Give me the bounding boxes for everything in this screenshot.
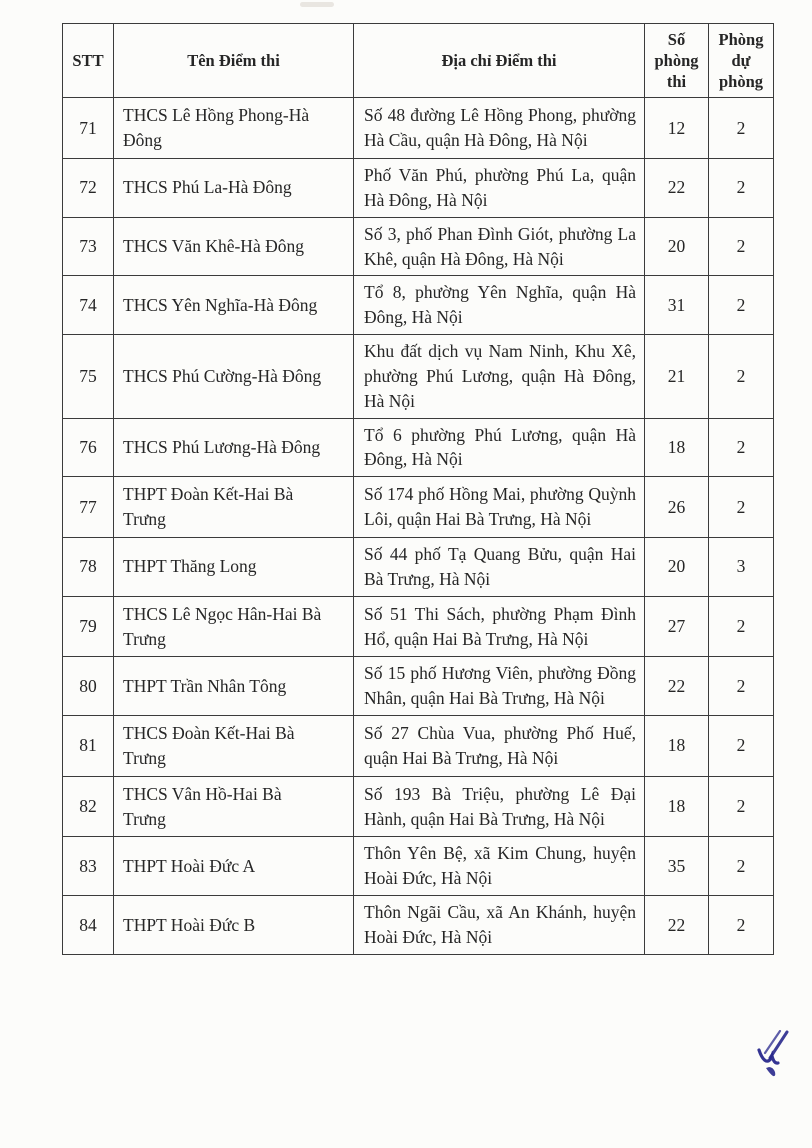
cell-exam-rooms: 20 <box>645 217 709 276</box>
cell-stt: 84 <box>63 896 114 955</box>
table-row <box>63 537 774 596</box>
cell-site-name: THPT Đoàn Kết-Hai Bà Trưng <box>114 477 354 538</box>
cell-address: Phố Văn Phú, phường Phú La, quận Hà Đông, Hà Nội <box>354 159 645 218</box>
cell-address: Số 51 Thi Sách, phường Phạm Đình Hổ, quận Hai Bà Trưng, Hà Nội <box>354 596 645 657</box>
header-address: Địa chỉ Điểm thi <box>354 24 645 98</box>
table-row <box>63 159 774 218</box>
header-reserve-rooms: Phòng dự phòng <box>709 24 774 98</box>
table-row <box>63 276 774 335</box>
cell-exam-rooms: 18 <box>645 418 709 477</box>
table-row <box>63 477 774 538</box>
table-row <box>63 98 774 159</box>
exam-sites-table-wrap <box>62 23 773 955</box>
cell-exam-rooms: 35 <box>645 837 709 896</box>
cell-address: Thôn Yên Bệ, xã Kim Chung, huyện Hoài Đức, Hà Nội <box>354 837 645 896</box>
cell-stt: 73 <box>63 217 114 276</box>
table-row <box>63 657 774 716</box>
table-row <box>63 335 774 419</box>
header-exam-rooms: Số phòng thi <box>645 24 709 98</box>
cell-exam-rooms: 18 <box>645 776 709 837</box>
cell-exam-rooms: 22 <box>645 896 709 955</box>
cell-address: Số 27 Chùa Vua, phường Phố Huế, quận Hai Bà Trưng, Hà Nội <box>354 716 645 777</box>
cell-site-name: THCS Lê Hồng Phong-Hà Đông <box>114 98 354 159</box>
cell-stt: 77 <box>63 477 114 538</box>
cell-stt: 80 <box>63 657 114 716</box>
table-row <box>63 418 774 477</box>
cell-reserve-rooms: 2 <box>709 477 774 538</box>
header-site-name: Tên Điểm thi <box>114 24 354 98</box>
cell-stt: 74 <box>63 276 114 335</box>
cell-site-name: THCS Vân Hồ-Hai Bà Trưng <box>114 776 354 837</box>
cell-site-name: THPT Hoài Đức A <box>114 837 354 896</box>
cell-address: Số 193 Bà Triệu, phường Lê Đại Hành, quận Hai Bà Trưng, Hà Nội <box>354 776 645 837</box>
exam-sites-table <box>62 23 774 955</box>
cell-reserve-rooms: 2 <box>709 276 774 335</box>
scan-artifact <box>300 2 334 7</box>
table-row <box>63 596 774 657</box>
cell-site-name: THCS Phú Lương-Hà Đông <box>114 418 354 477</box>
cell-reserve-rooms: 3 <box>709 537 774 596</box>
cell-reserve-rooms: 2 <box>709 335 774 419</box>
cell-exam-rooms: 22 <box>645 159 709 218</box>
cell-site-name: THCS Văn Khê-Hà Đông <box>114 217 354 276</box>
cell-reserve-rooms: 2 <box>709 418 774 477</box>
header-stt: STT <box>63 24 114 98</box>
table-row <box>63 837 774 896</box>
cell-address: Tổ 6 phường Phú Lương, quận Hà Đông, Hà Nội <box>354 418 645 477</box>
cell-address: Số 174 phố Hồng Mai, phường Quỳnh Lôi, quận Hai Bà Trưng, Hà Nội <box>354 477 645 538</box>
cell-exam-rooms: 20 <box>645 537 709 596</box>
cell-reserve-rooms: 2 <box>709 98 774 159</box>
cell-site-name: THCS Đoàn Kết-Hai Bà Trưng <box>114 716 354 777</box>
handwritten-signature-ink-mark <box>756 1030 792 1080</box>
cell-stt: 79 <box>63 596 114 657</box>
table-body <box>63 98 774 954</box>
cell-address: Thôn Ngãi Cầu, xã An Khánh, huyện Hoài Đức, Hà Nội <box>354 896 645 955</box>
cell-reserve-rooms: 2 <box>709 776 774 837</box>
cell-stt: 75 <box>63 335 114 419</box>
cell-site-name: THPT Hoài Đức B <box>114 896 354 955</box>
cell-address: Tổ 8, phường Yên Nghĩa, quận Hà Đông, Hà Nội <box>354 276 645 335</box>
cell-address: Khu đất dịch vụ Nam Ninh, Khu Xê, phường Phú Lương, quận Hà Đông, Hà Nội <box>354 335 645 419</box>
cell-exam-rooms: 26 <box>645 477 709 538</box>
cell-stt: 83 <box>63 837 114 896</box>
cell-reserve-rooms: 2 <box>709 657 774 716</box>
table-row <box>63 896 774 955</box>
cell-exam-rooms: 21 <box>645 335 709 419</box>
cell-exam-rooms: 27 <box>645 596 709 657</box>
cell-stt: 72 <box>63 159 114 218</box>
cell-exam-rooms: 12 <box>645 98 709 159</box>
cell-exam-rooms: 22 <box>645 657 709 716</box>
cell-address: Số 44 phố Tạ Quang Bửu, quận Hai Bà Trưng, Hà Nội <box>354 537 645 596</box>
cell-stt: 78 <box>63 537 114 596</box>
cell-reserve-rooms: 2 <box>709 716 774 777</box>
cell-reserve-rooms: 2 <box>709 217 774 276</box>
cell-address: Số 3, phố Phan Đình Giót, phường La Khê, quận Hà Đông, Hà Nội <box>354 217 645 276</box>
table-header <box>63 24 774 98</box>
cell-exam-rooms: 31 <box>645 276 709 335</box>
cell-site-name: THCS Phú Cường-Hà Đông <box>114 335 354 419</box>
cell-reserve-rooms: 2 <box>709 159 774 218</box>
cell-reserve-rooms: 2 <box>709 896 774 955</box>
cell-reserve-rooms: 2 <box>709 596 774 657</box>
cell-stt: 82 <box>63 776 114 837</box>
cell-site-name: THCS Phú La-Hà Đông <box>114 159 354 218</box>
cell-stt: 76 <box>63 418 114 477</box>
header-row <box>63 24 774 98</box>
table-row <box>63 716 774 777</box>
cell-exam-rooms: 18 <box>645 716 709 777</box>
cell-site-name: THCS Lê Ngọc Hân-Hai Bà Trưng <box>114 596 354 657</box>
table-row <box>63 776 774 837</box>
cell-address: Số 15 phố Hương Viên, phường Đồng Nhân, quận Hai Bà Trưng, Hà Nội <box>354 657 645 716</box>
cell-site-name: THPT Trần Nhân Tông <box>114 657 354 716</box>
cell-stt: 81 <box>63 716 114 777</box>
table-row <box>63 217 774 276</box>
cell-stt: 71 <box>63 98 114 159</box>
cell-reserve-rooms: 2 <box>709 837 774 896</box>
cell-address: Số 48 đường Lê Hồng Phong, phường Hà Cầu, quận Hà Đông, Hà Nội <box>354 98 645 159</box>
cell-site-name: THPT Thăng Long <box>114 537 354 596</box>
cell-site-name: THCS Yên Nghĩa-Hà Đông <box>114 276 354 335</box>
